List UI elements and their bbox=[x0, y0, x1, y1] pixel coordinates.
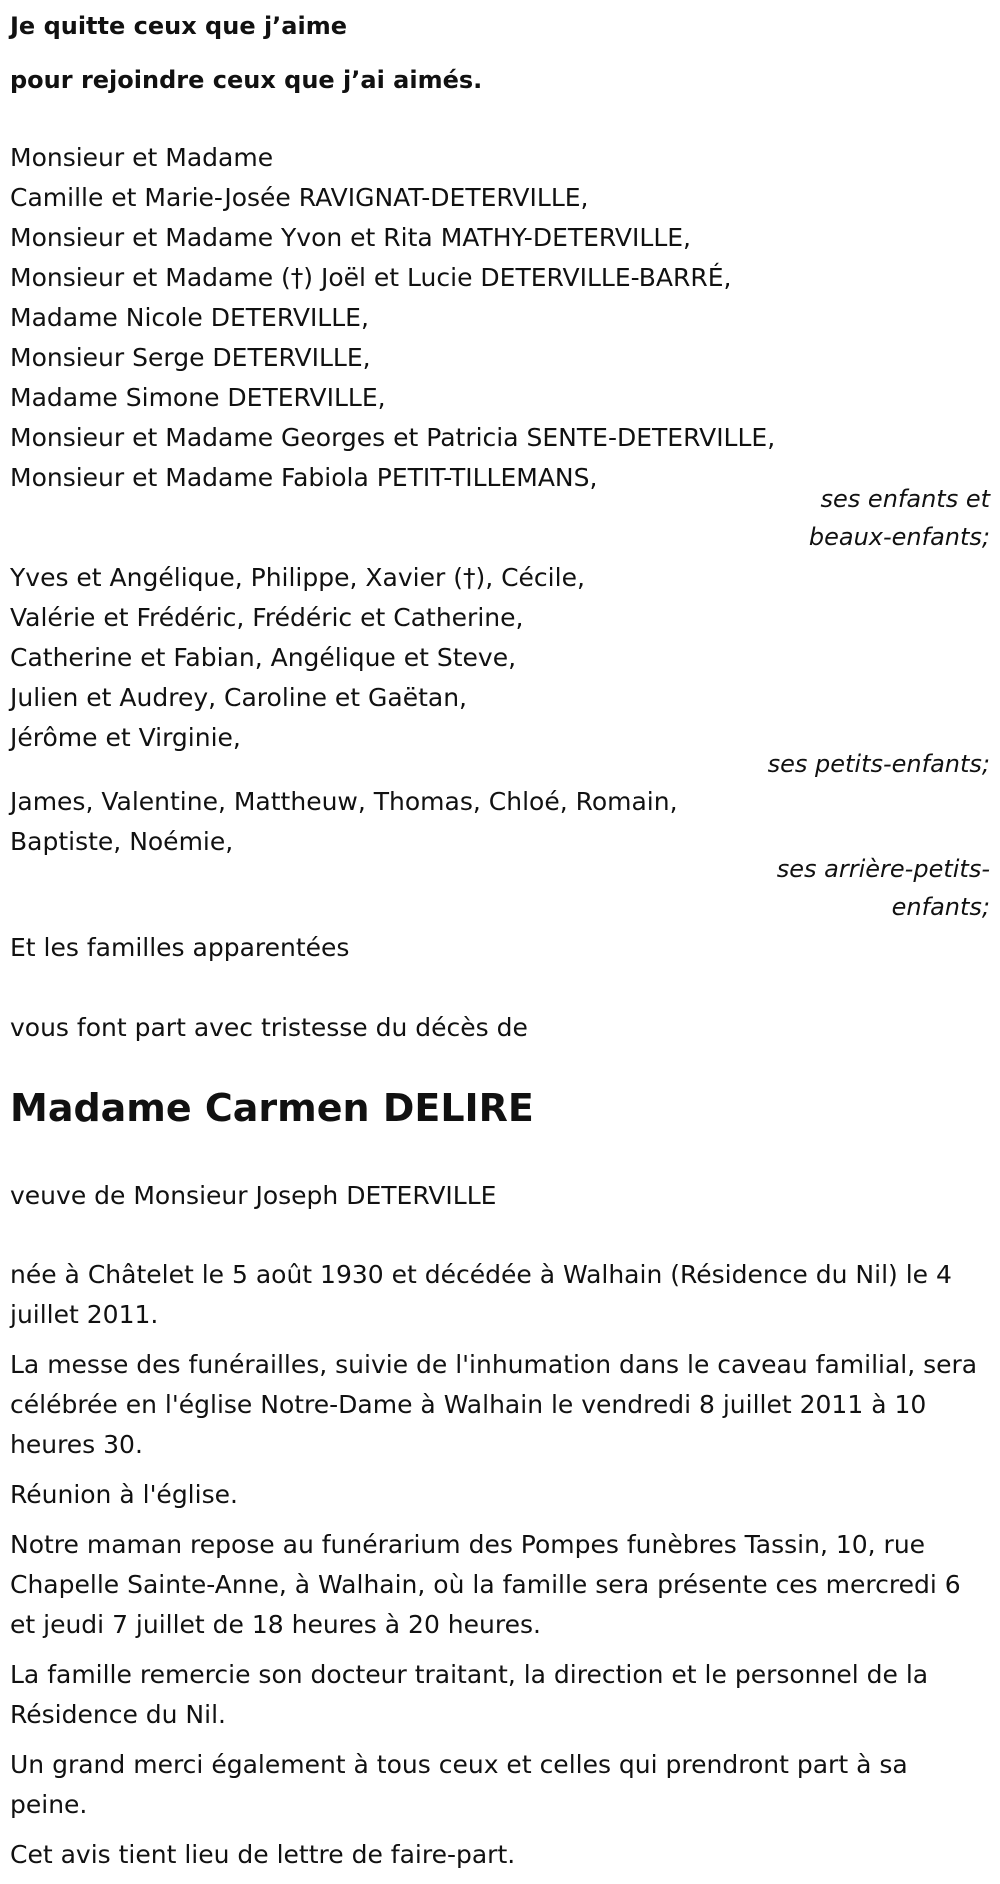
grandchildren-line: Jérôme et Virginie, bbox=[10, 723, 241, 752]
widow-of bbox=[10, 1176, 990, 1216]
role-line: enfants; bbox=[891, 893, 990, 921]
epigraph-line: pour rejoindre ceux que j’ai aimés. bbox=[10, 66, 483, 94]
children-line: Monsieur et Madame bbox=[10, 143, 274, 172]
details-section bbox=[10, 1255, 990, 1875]
great-grandchildren-line: Baptiste, Noémie, bbox=[10, 827, 234, 856]
notice-paragraph: Cet avis tient lieu de lettre de faire-part. bbox=[10, 1840, 516, 1869]
children-role bbox=[10, 480, 990, 556]
families-line bbox=[10, 928, 990, 968]
deceased-name-text: Madame Carmen DELIRE bbox=[10, 1086, 534, 1130]
grandchildren-line: Julien et Audrey, Caroline et Gaëtan, bbox=[10, 683, 468, 712]
epigraph-line: Je quitte ceux que j’aime bbox=[10, 12, 348, 40]
announcement bbox=[10, 1008, 990, 1048]
grandchildren-list bbox=[10, 558, 990, 758]
funerarium-paragraph: Notre maman repose au funérarium des Pompes funèbres Tassin, 10, rue Chapelle Sainte-Anne, à Walhain, où la famille sera présente ces mercredi 6 et jeudi 7 juillet de 18 heures à 20 heures. bbox=[10, 1530, 961, 1639]
grandchildren-line: Valérie et Frédéric, Frédéric et Catherine, bbox=[10, 603, 524, 632]
grandchildren-line: Catherine et Fabian, Angélique et Steve, bbox=[10, 643, 517, 672]
role-line: ses enfants et bbox=[820, 485, 990, 513]
deceased-name bbox=[10, 1084, 990, 1132]
children-line: Monsieur et Madame Georges et Patricia SENTE-DETERVILLE, bbox=[10, 423, 776, 452]
families-text: Et les familles apparentées bbox=[10, 933, 350, 962]
role-line: ses petits-enfants; bbox=[767, 750, 990, 778]
funeral-paragraph: La messe des funérailles, suivie de l'inhumation dans le caveau familial, sera célébrée en l'église Notre-Dame à Walhain le vendredi 8 juillet 2011 à 10 heures 30. bbox=[10, 1350, 978, 1459]
children-line: Madame Simone DETERVILLE, bbox=[10, 383, 386, 412]
great-grandchildren-role bbox=[10, 850, 990, 926]
thanks-paragraph: La famille remercie son docteur traitant, la direction et le personnel de la Résidence du Nil. bbox=[10, 1660, 929, 1729]
meeting-paragraph: Réunion à l'église. bbox=[10, 1480, 238, 1509]
grandchildren-line: Yves et Angélique, Philippe, Xavier (†), Cécile, bbox=[10, 563, 585, 592]
grandchildren-role bbox=[10, 745, 990, 783]
role-line: ses arrière-petits- bbox=[776, 855, 990, 883]
epigraph bbox=[10, 6, 990, 100]
announcement-text: vous font part avec tristesse du décès de bbox=[10, 1013, 528, 1042]
children-line: Monsieur et Madame Yvon et Rita MATHY-DETERVILLE, bbox=[10, 223, 692, 252]
widow-of-text: veuve de Monsieur Joseph DETERVILLE bbox=[10, 1181, 497, 1210]
gratitude-paragraph: Un grand merci également à tous ceux et celles qui prendront part à sa peine. bbox=[10, 1750, 908, 1819]
children-line: Madame Nicole DETERVILLE, bbox=[10, 303, 369, 332]
children-line: Monsieur et Madame Fabiola PETIT-TILLEMANS, bbox=[10, 463, 598, 492]
children-line: Monsieur et Madame (†) Joël et Lucie DETERVILLE-BARRÉ, bbox=[10, 263, 732, 292]
role-line: beaux-enfants; bbox=[808, 523, 990, 551]
birth-death-paragraph: née à Châtelet le 5 août 1930 et décédée à Walhain (Résidence du Nil) le 4 juillet 2011. bbox=[10, 1260, 952, 1329]
great-grandchildren-line: James, Valentine, Mattheuw, Thomas, Chloé, Romain, bbox=[10, 787, 678, 816]
children-line: Camille et Marie-Josée RAVIGNAT-DETERVILLE, bbox=[10, 183, 589, 212]
children-list bbox=[10, 138, 990, 498]
children-line: Monsieur Serge DETERVILLE, bbox=[10, 343, 371, 372]
